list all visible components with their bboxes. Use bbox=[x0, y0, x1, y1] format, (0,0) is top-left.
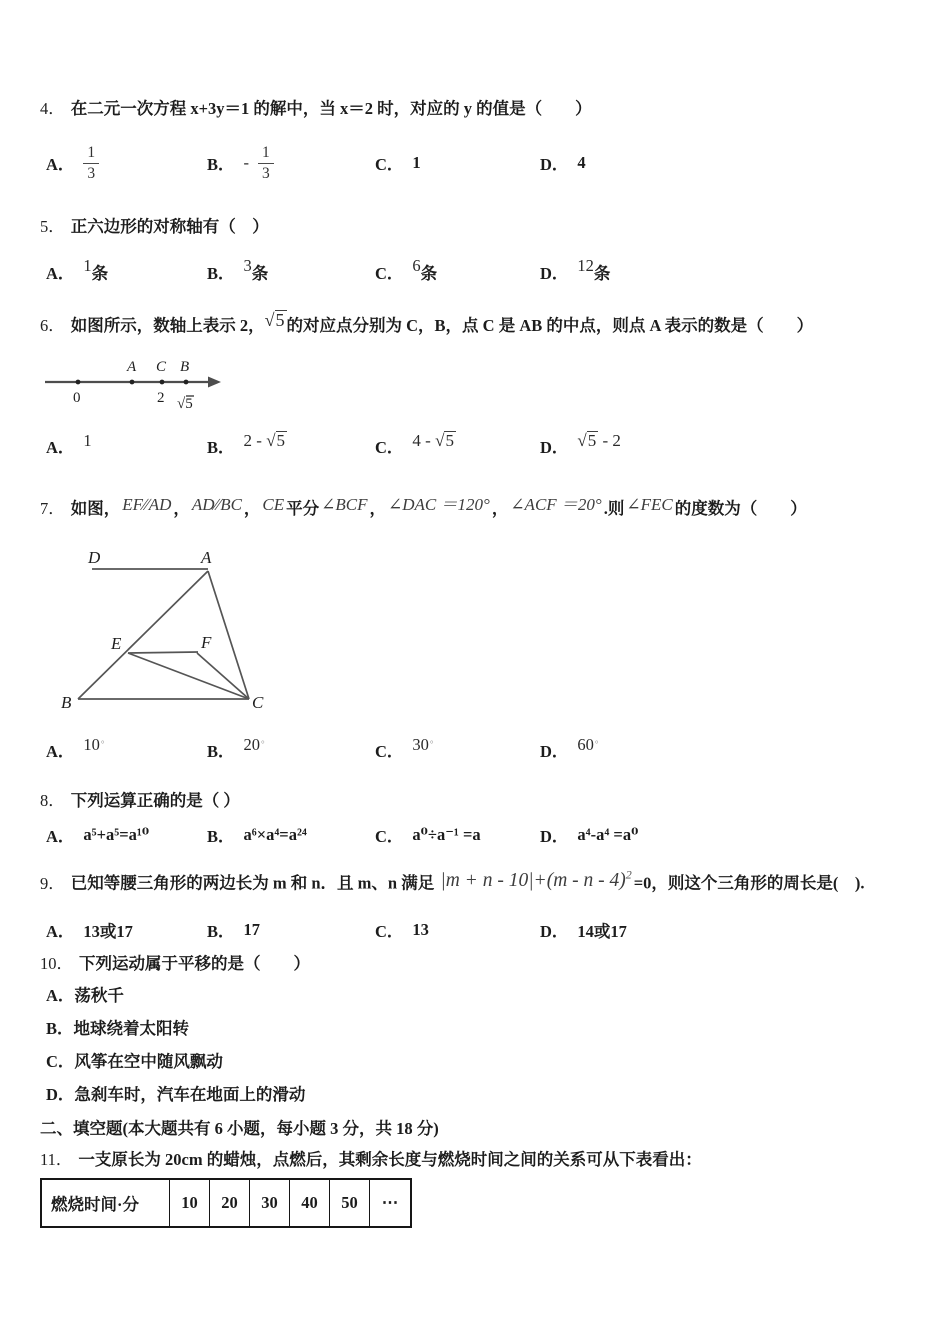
section-2-title: 二、填空题(本大题共有 6 小题，每小题 3 分，共 18 分) bbox=[40, 1119, 439, 1138]
arrowhead-icon bbox=[208, 377, 221, 388]
option-label: A． bbox=[46, 922, 75, 941]
question-4-text: 在二元一次方程 x+3y＝1 的解中，当 x＝2 时，对应的 y 的值是（ ） bbox=[70, 99, 592, 118]
option-value: 1条 bbox=[83, 256, 109, 283]
question-7-options bbox=[46, 733, 932, 767]
option-label: B． bbox=[207, 438, 235, 457]
option-label: C． bbox=[46, 1052, 75, 1071]
option-label: D． bbox=[540, 438, 569, 457]
option-value: 2 - √5 bbox=[243, 431, 286, 450]
table-header-cell: 燃烧时间·分 bbox=[42, 1180, 170, 1226]
question-4-stem bbox=[40, 97, 932, 120]
math-angle-ACF: ∠ACF ＝20° bbox=[510, 495, 602, 514]
option-9a bbox=[46, 918, 207, 942]
option-5c bbox=[375, 256, 540, 284]
text-pingfen: 平分 bbox=[286, 499, 320, 518]
question-6-options bbox=[46, 428, 932, 464]
question-10-stem bbox=[40, 952, 932, 975]
math-angle-BCF: ∠BCF bbox=[321, 495, 368, 514]
option-value: 17 bbox=[243, 920, 261, 939]
option-10a bbox=[46, 984, 932, 1007]
table-cell: 50 bbox=[330, 1180, 370, 1226]
math-condition: |m + n - 10|+(m - n - 4)$^2$ bbox=[440, 867, 632, 891]
option-value: a⁶×a⁴=a²⁴ bbox=[243, 825, 307, 844]
option-label: D． bbox=[540, 922, 569, 941]
point-A bbox=[130, 380, 135, 385]
option-label: A． bbox=[46, 986, 75, 1005]
question-8-options bbox=[46, 820, 932, 850]
option-label: C． bbox=[375, 155, 404, 174]
comma: ， bbox=[173, 499, 190, 518]
option-label: C． bbox=[375, 264, 404, 283]
option-value: 13 bbox=[412, 920, 429, 939]
option-8b bbox=[207, 823, 375, 847]
table-cell: 20 bbox=[210, 1180, 250, 1226]
option-value: 地球绕着太阳转 bbox=[73, 1019, 190, 1038]
option-label: C． bbox=[375, 742, 404, 761]
question-5-stem bbox=[40, 215, 932, 238]
option-5b bbox=[207, 256, 375, 284]
question-10-number: 10． bbox=[40, 954, 73, 973]
label-C: C bbox=[156, 359, 167, 375]
label-A: A bbox=[201, 548, 212, 567]
option-value: 14或17 bbox=[577, 922, 627, 941]
degree-icon: ° bbox=[261, 738, 265, 749]
math-angle-DAC: ∠DAC ＝120° bbox=[388, 495, 490, 514]
option-label: A． bbox=[46, 742, 75, 761]
option-value: a⁴-a⁴ =a⁰ bbox=[577, 825, 639, 844]
option-5a bbox=[46, 256, 207, 284]
label-A: A bbox=[127, 359, 137, 375]
question-9-text-pre: 已知等腰三角形的两边长为 m 和 n．且 m、n 满足 bbox=[70, 873, 439, 893]
option-label: D． bbox=[540, 827, 569, 846]
question-4-number: 4． bbox=[40, 99, 65, 118]
comma: ， bbox=[369, 499, 387, 518]
math-AD-BC: AD∕∕BC bbox=[191, 495, 242, 514]
option-9b bbox=[207, 918, 375, 942]
question-11-stem bbox=[40, 1148, 932, 1171]
option-value: √5 - 2 bbox=[577, 431, 621, 450]
minus-sign: - bbox=[243, 153, 250, 172]
option-label: B． bbox=[207, 827, 235, 846]
option-value: 4 bbox=[577, 153, 586, 172]
point-B bbox=[184, 380, 189, 385]
option-value: 荡秋千 bbox=[74, 986, 124, 1005]
point-origin bbox=[76, 380, 81, 385]
option-label: C． bbox=[375, 827, 404, 846]
question-11-number: 11． bbox=[40, 1150, 73, 1169]
option-label: A． bbox=[46, 438, 75, 457]
option-9d bbox=[540, 918, 932, 942]
table-cell: ⋯ bbox=[381, 1193, 399, 1212]
question-7-stem bbox=[40, 497, 932, 520]
option-8d bbox=[540, 823, 932, 847]
option-value: 急刹车时，汽车在地面上的滑动 bbox=[74, 1085, 306, 1104]
option-6b bbox=[207, 431, 375, 458]
option-value: 30° bbox=[412, 735, 434, 754]
label-C: C bbox=[252, 693, 264, 712]
fraction: $\frac{1}{3}$ bbox=[83, 144, 99, 182]
question-7-tail: 的度数为（ ） bbox=[674, 499, 807, 518]
option-label: D． bbox=[540, 264, 569, 283]
option-value: a⁵+a⁵=a¹⁰ bbox=[83, 825, 150, 844]
option-value: 风筝在空中随风飘动 bbox=[74, 1052, 223, 1071]
option-8a bbox=[46, 823, 207, 847]
option-5d bbox=[540, 256, 932, 284]
option-7b bbox=[207, 735, 375, 762]
option-6c bbox=[375, 431, 540, 458]
math-angle-FEC: ∠FEC bbox=[626, 495, 673, 514]
option-10d bbox=[46, 1083, 932, 1106]
option-value: 13或17 bbox=[83, 922, 133, 941]
label-2: 2 bbox=[157, 390, 165, 406]
question-8-text: 下列运算正确的是（ ） bbox=[70, 791, 240, 810]
table-cell: 10 bbox=[170, 1180, 210, 1226]
question-9-stem bbox=[40, 866, 932, 895]
option-6d bbox=[540, 431, 932, 458]
question-9-options bbox=[46, 916, 932, 944]
option-label: B． bbox=[46, 1019, 74, 1038]
label-F: F bbox=[201, 633, 212, 652]
option-label: B． bbox=[207, 264, 235, 283]
option-label: A． bbox=[46, 264, 75, 283]
degree-icon: ° bbox=[594, 738, 599, 749]
question-10-text: 下列运动属于平移的是（ ） bbox=[79, 954, 310, 973]
option-value: 1 bbox=[83, 431, 92, 450]
question-8-number: 8． bbox=[40, 791, 65, 810]
label-sqrt5: √5 bbox=[177, 396, 193, 412]
option-10c bbox=[46, 1050, 932, 1073]
degree-icon: ° bbox=[429, 738, 434, 749]
question-7-text: 如图， bbox=[70, 499, 121, 518]
label-E: E bbox=[111, 634, 122, 653]
label-B: B bbox=[180, 359, 190, 375]
table-cell: 40 bbox=[290, 1180, 330, 1226]
option-value: a⁰÷a⁻¹ =a bbox=[412, 825, 481, 844]
option-value: 3条 bbox=[243, 256, 269, 283]
comma: ， bbox=[491, 499, 509, 518]
option-label: C． bbox=[375, 438, 404, 457]
question-6-text-pre: 如图所示，数轴上表示 2， bbox=[70, 316, 265, 335]
option-value: 6条 bbox=[412, 256, 438, 283]
comma: ， bbox=[243, 499, 261, 518]
option-label: B． bbox=[207, 155, 235, 174]
point-C bbox=[160, 380, 165, 385]
segment-AB bbox=[78, 571, 208, 699]
option-10b bbox=[46, 1017, 932, 1040]
option-label: D． bbox=[540, 742, 569, 761]
text-ze: .则 bbox=[603, 499, 625, 518]
option-label: D． bbox=[540, 155, 569, 174]
question-7-number: 7． bbox=[40, 499, 65, 518]
option-value: 12条 bbox=[577, 256, 611, 283]
question-4-options bbox=[46, 134, 932, 192]
segment-EC bbox=[128, 653, 249, 699]
option-6a bbox=[46, 431, 207, 458]
sqrt-5: √5 bbox=[264, 310, 285, 330]
option-label: A． bbox=[46, 827, 75, 846]
option-label: B． bbox=[207, 922, 235, 941]
option-value: 4 - √5 bbox=[412, 431, 454, 450]
segment-EF bbox=[128, 652, 198, 653]
option-4a bbox=[46, 144, 207, 182]
section-2-header bbox=[40, 1117, 932, 1140]
option-label: B． bbox=[207, 742, 235, 761]
option-7c bbox=[375, 735, 540, 762]
option-value: 60° bbox=[577, 735, 599, 754]
label-0: 0 bbox=[73, 390, 81, 406]
option-4b bbox=[207, 144, 375, 182]
question-5-number: 5． bbox=[40, 217, 65, 236]
label-B: B bbox=[61, 693, 72, 712]
option-4c bbox=[375, 151, 540, 175]
option-value: 10° bbox=[83, 735, 105, 754]
fraction: $\frac{1}{3}$ bbox=[258, 144, 274, 182]
question-6-text-post: 的对应点分别为 C，B，点 C 是 AB 的中点，则点 A 表示的数是（ ） bbox=[286, 316, 814, 335]
burn-time-table bbox=[40, 1178, 412, 1228]
option-value: 20° bbox=[243, 735, 265, 754]
math-CE: CE bbox=[262, 495, 285, 514]
question-8-stem bbox=[40, 789, 932, 812]
question-9-text-post: =0，则这个三角形的周长是( ). bbox=[633, 873, 865, 893]
math-EF-AD: EF∕∕AD bbox=[122, 495, 172, 514]
option-value: 1 bbox=[412, 153, 421, 172]
option-4d bbox=[540, 151, 932, 175]
question-6-stem bbox=[40, 310, 932, 337]
option-7d bbox=[540, 735, 932, 762]
geometry-figure bbox=[40, 545, 345, 730]
option-9c bbox=[375, 918, 540, 942]
degree-icon: ° bbox=[100, 738, 105, 749]
option-label: D． bbox=[46, 1085, 75, 1104]
option-8c bbox=[375, 823, 540, 847]
table-cell: 30 bbox=[250, 1180, 290, 1226]
option-label: C． bbox=[375, 922, 404, 941]
question-5-options bbox=[46, 252, 932, 292]
question-6-number: 6． bbox=[40, 316, 65, 335]
question-5-text: 正六边形的对称轴有（ ） bbox=[70, 217, 269, 236]
label-D: D bbox=[88, 548, 101, 567]
option-label: A． bbox=[46, 155, 75, 174]
question-11-text: 一支原长为 20cm 的蜡烛，点燃后，其剩余长度与燃烧时间之间的关系可从下表看出： bbox=[78, 1150, 702, 1169]
question-9-number: 9． bbox=[40, 873, 65, 893]
option-7a bbox=[46, 735, 207, 762]
question-10-options bbox=[46, 984, 932, 1116]
numberline-figure bbox=[45, 358, 230, 418]
exponent: 2 bbox=[625, 867, 632, 881]
